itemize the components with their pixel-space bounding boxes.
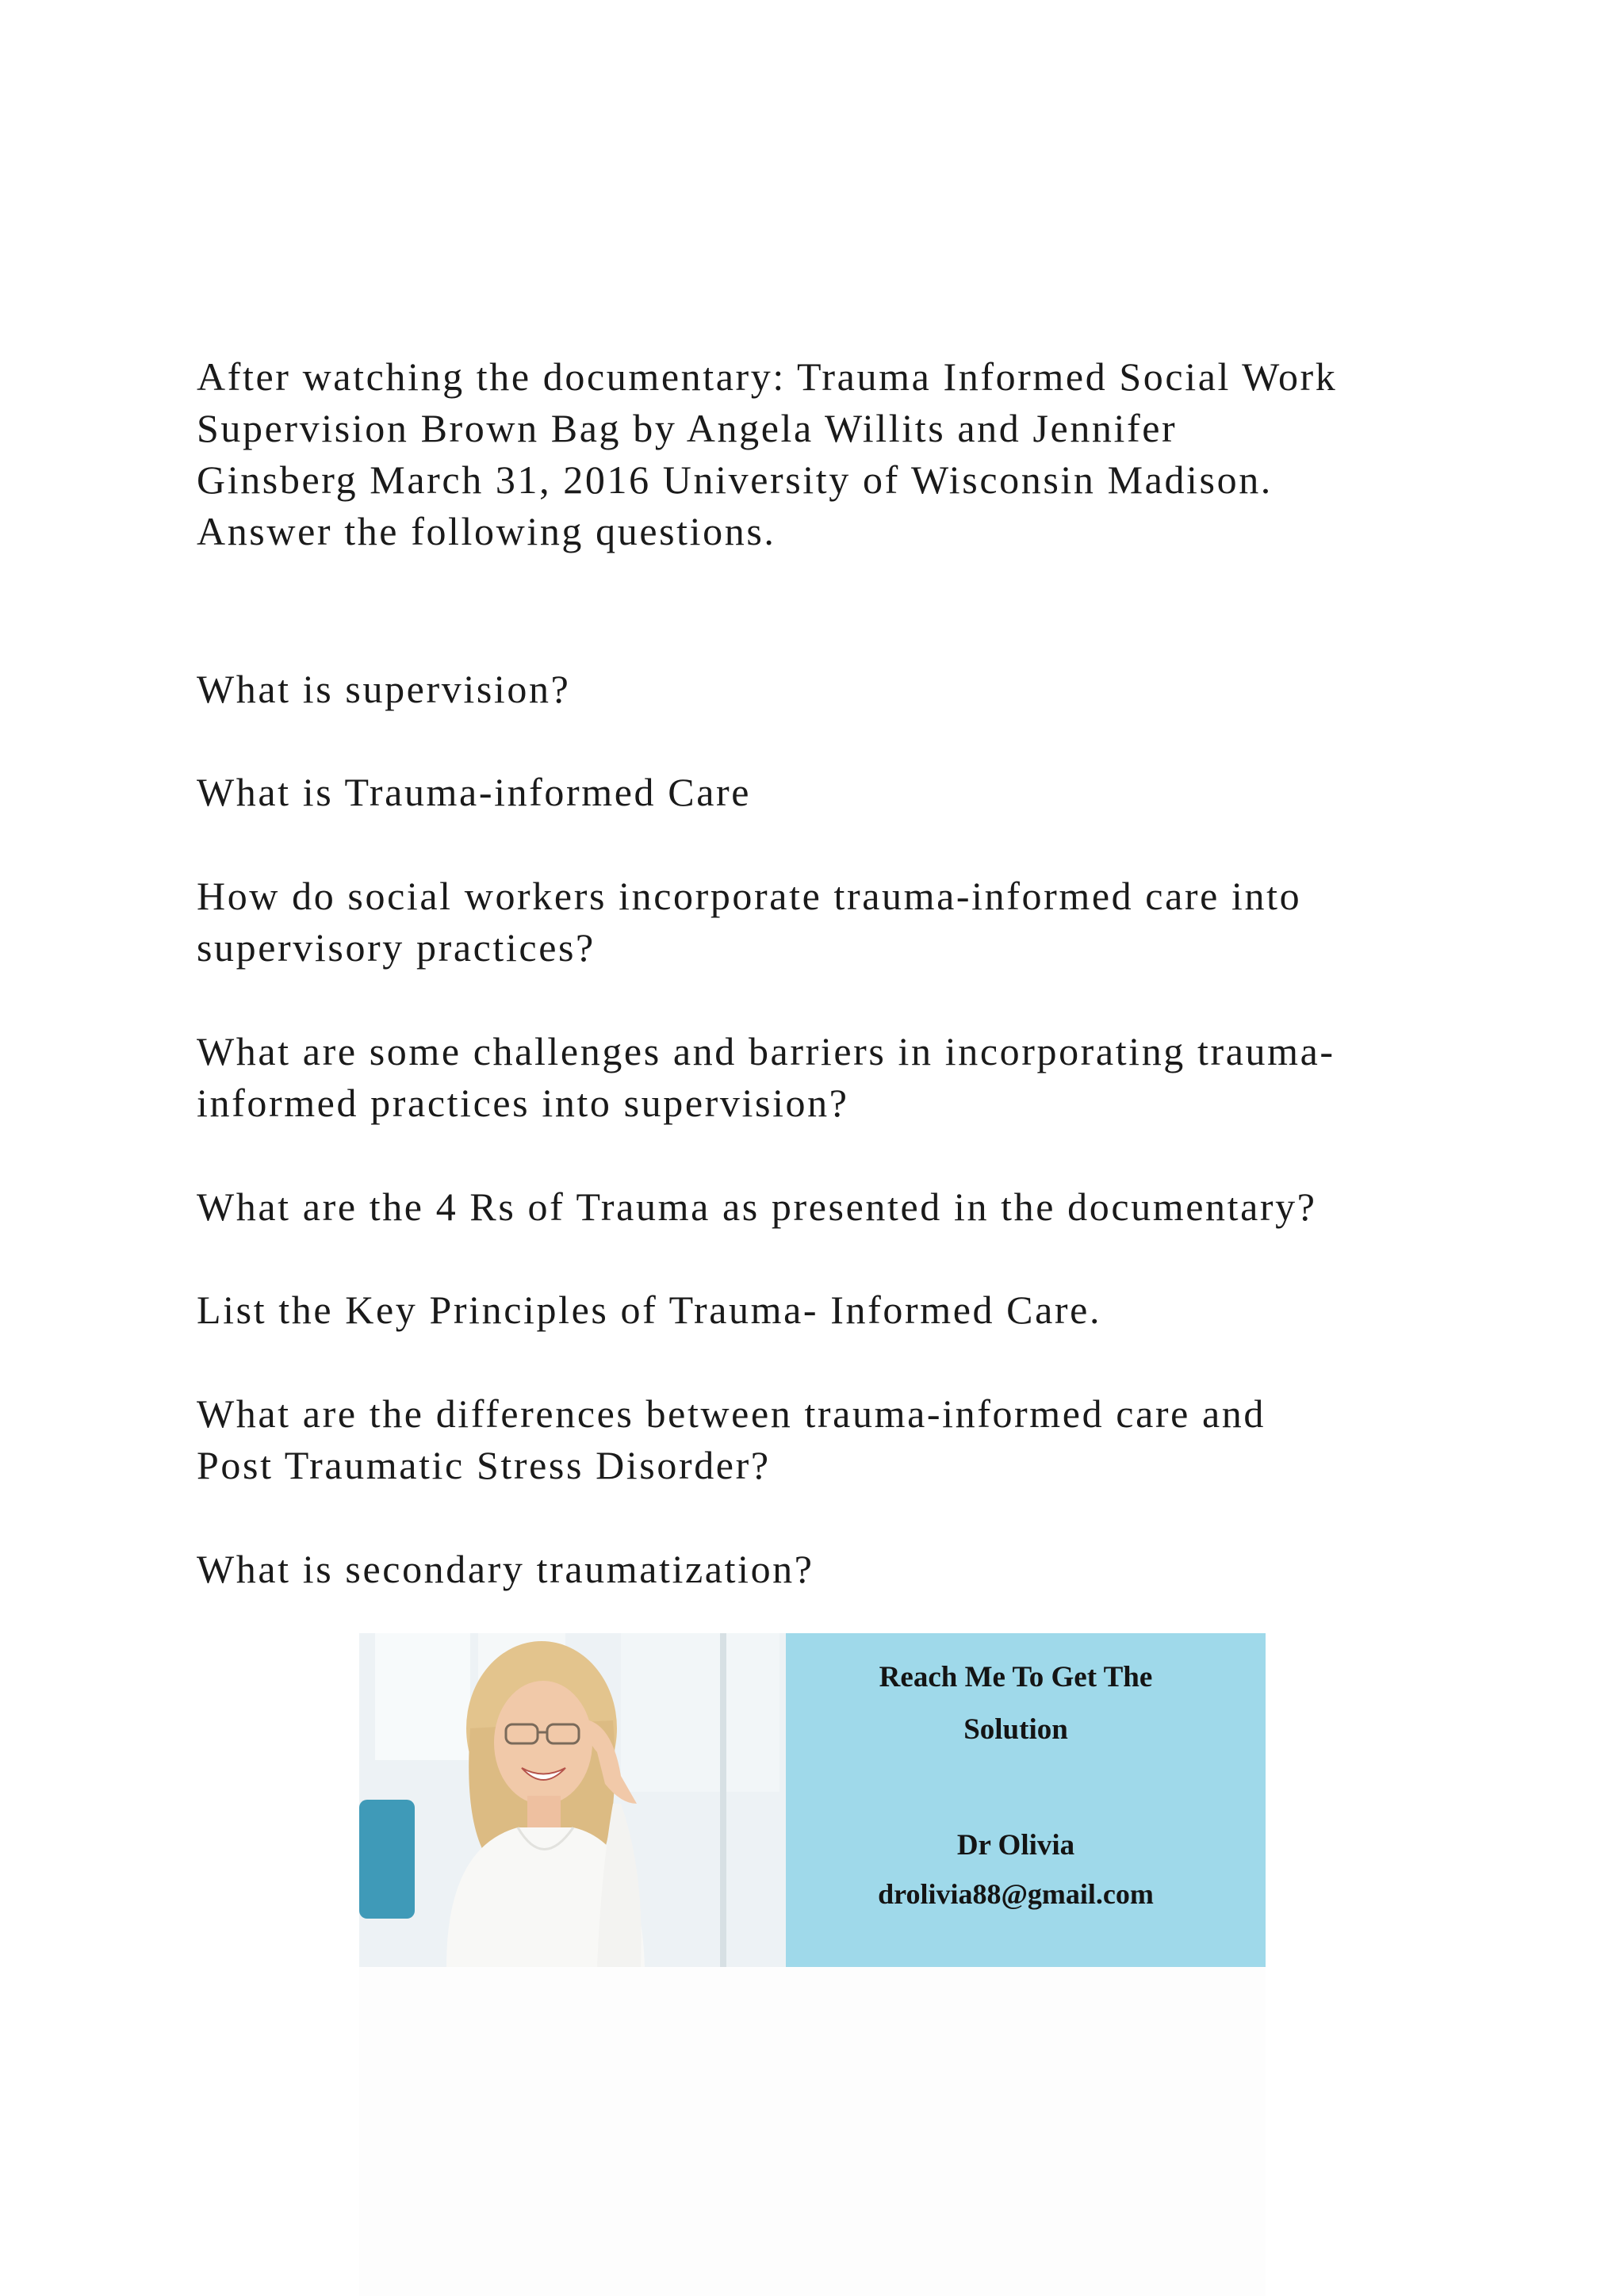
intro-paragraph <box>197 351 1481 557</box>
question-line: What is secondary traumatization? <box>197 1547 814 1591</box>
question-key-principles <box>197 1284 1481 1336</box>
contact-email[interactable]: drolivia88@gmail.com <box>878 1878 1154 1910</box>
question-line: What are the 4 Rs of Trauma as presented in the documentary? <box>197 1184 1317 1229</box>
contact-heading: Reach Me To Get The <box>879 1661 1153 1693</box>
question-challenges-barriers <box>197 1026 1481 1129</box>
question-trauma-informed-care <box>197 767 1481 818</box>
question-supervision <box>197 664 1481 715</box>
woman-photo <box>359 1633 786 1967</box>
question-line: List the Key Principles of Trauma- Informed Care. <box>197 1288 1102 1332</box>
question-line: informed practices into supervision? <box>197 1081 849 1125</box>
question-incorporate-care <box>197 871 1481 974</box>
contact-card <box>786 1633 1266 1967</box>
question-line: What is supervision? <box>197 667 571 711</box>
question-secondary-traumatization <box>197 1544 1481 1595</box>
question-4-rs <box>197 1181 1481 1233</box>
image-bottom-area <box>359 1967 1266 2296</box>
intro-line: Supervision Brown Bag by Angela Willits and Jennifer <box>197 406 1178 450</box>
promo-banner <box>359 1633 1266 1967</box>
intro-line: Answer the following questions. <box>197 509 776 553</box>
question-line: Post Traumatic Stress Disorder? <box>197 1443 771 1487</box>
question-line: How do social workers incorporate trauma-informed care into <box>197 874 1302 918</box>
contact-heading-cont: Solution <box>963 1713 1068 1746</box>
question-line: supervisory practices? <box>197 925 596 970</box>
woman-photo-illustration <box>359 1633 786 1967</box>
contact-name: Dr Olivia <box>956 1829 1075 1862</box>
intro-line: After watching the documentary: Trauma Informed Social Work <box>197 354 1338 399</box>
question-line: What is Trauma-informed Care <box>197 770 752 814</box>
intro-line: Ginsberg March 31, 2016 University of Wisconsin Madison. <box>197 457 1273 502</box>
question-line: What are the differences between trauma-informed care and <box>197 1391 1266 1436</box>
question-line: What are some challenges and barriers in incorporating trauma- <box>197 1029 1335 1073</box>
question-differences-ptsd <box>197 1388 1481 1491</box>
